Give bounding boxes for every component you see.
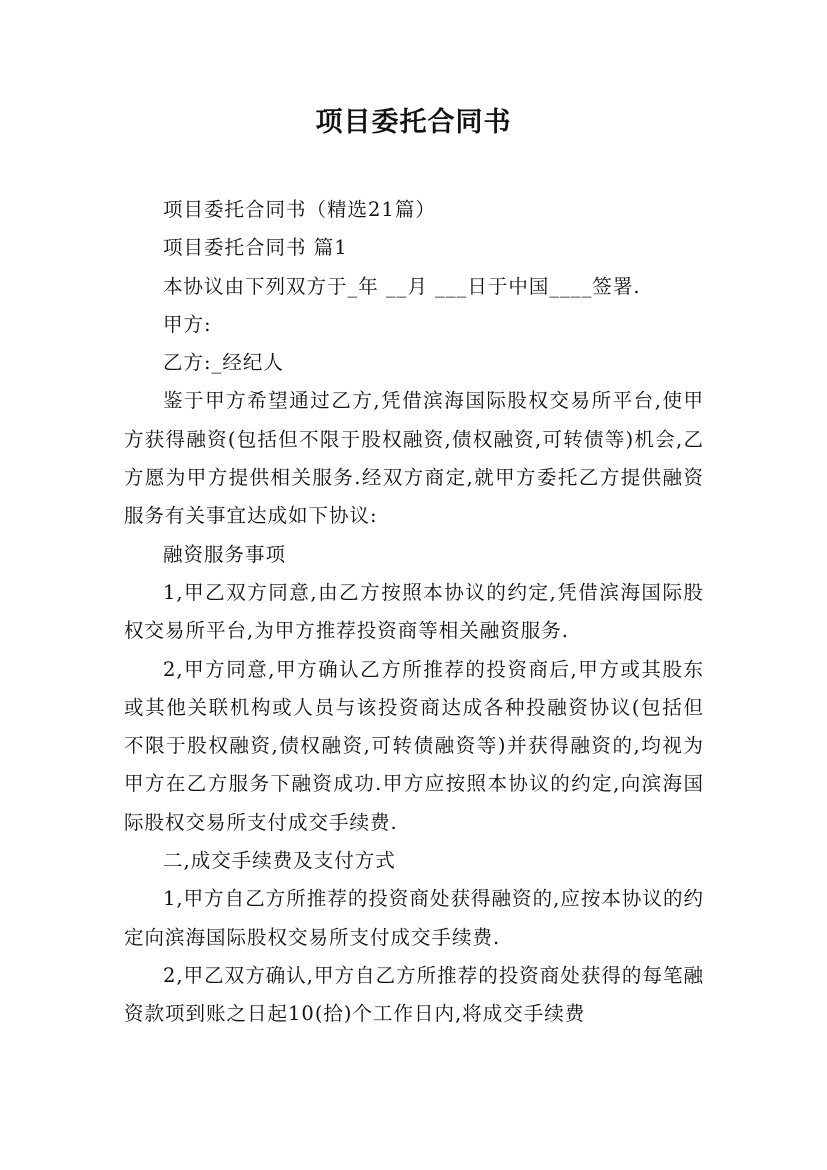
paragraph-party-b: 乙方:_经纪人 xyxy=(163,351,284,375)
paragraph-preamble: 鉴于甲方希望通过乙方,凭借滨海国际股权交易所平台,使甲方获得融资(包括但不限于股权融资,债权融资,可转债等)机会,乙方愿为甲方提供相关服务.经双方商定,就甲方委托乙方提供融资服务有关事宜达成如下协议: xyxy=(124,389,704,528)
paragraph-heading-fees: 二,成交手续费及支付方式 xyxy=(163,849,396,873)
paragraph-clause: 2,甲方同意,甲方确认乙方所推荐的投资商后,甲方或其股东或其他关联机构或人员与该投资商达成各种投融资协议(包括但不限于股权融资,债权融资,可转债融资等)并获得融资的,均视为甲方在乙方服务下融资成功.甲方应按照本协议的约定,向滨海国际股权交易所支付成交手续费. xyxy=(124,657,704,834)
paragraph-section-heading: 项目委托合同书 篇1 xyxy=(163,236,348,260)
paragraph-clause: 1,甲方自乙方所推荐的投资商处获得融资的,应按本协议的约定向滨海国际股权交易所支付成交手续费. xyxy=(124,887,704,949)
paragraph-party-a: 甲方: xyxy=(163,312,212,336)
paragraph-clause: 2,甲乙双方确认,甲方自乙方所推荐的投资商处获得的每笔融资款项到账之日起10(拾)个工作日内,将成交手续费 xyxy=(124,963,704,1026)
paragraph-subtitle: 项目委托合同书（精选21篇） xyxy=(163,198,436,221)
paragraph-signing-clause: 本协议由下列双方于_年 __月 ___日于中国____签署. xyxy=(163,274,641,298)
document-body xyxy=(124,191,704,1034)
paragraph-clause: 1,甲乙双方同意,由乙方按照本协议的约定,凭借滨海国际股权交易所平台,为甲方推荐投资商等相关融资服务. xyxy=(124,580,704,643)
document-title: 项目委托合同书 xyxy=(315,107,512,138)
paragraph-heading-services: 融资服务事项 xyxy=(163,542,287,566)
